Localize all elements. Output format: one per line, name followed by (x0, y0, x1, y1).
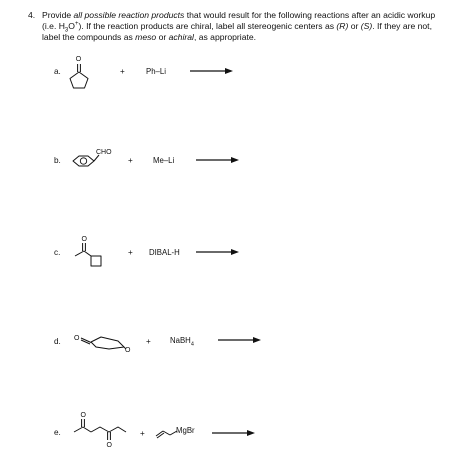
reaction-c-arrow (196, 248, 240, 256)
reagent-dibal-h: DIBAL-H (149, 248, 180, 257)
reaction-e-label: e. (54, 428, 61, 437)
dione-oxygen-right-label: O (125, 347, 131, 354)
ketone-oxygen-label: O (81, 236, 87, 243)
benzaldehyde-structure (70, 146, 112, 174)
reaction-b-arrow (196, 156, 240, 164)
reaction-c-label: c. (54, 248, 61, 257)
dione-oxygen-left-label: O (74, 335, 80, 342)
reaction-d-label: d. (54, 337, 61, 346)
carbonyl-oxygen-label: O (75, 56, 82, 63)
reagent-grignard: MgBr (176, 426, 195, 435)
cyclohexanedione-chair-structure (70, 328, 136, 354)
reaction-b-label: b. (54, 156, 61, 165)
reaction-d-plus: + (146, 337, 151, 346)
aldehyde-label: CHO (96, 149, 112, 156)
reaction-a-arrow (190, 67, 234, 75)
question-number: 4. (28, 10, 36, 20)
diketone-structure (72, 412, 132, 454)
reaction-a-plus: + (120, 67, 125, 76)
reagent-methyllithium: Me–Li (153, 156, 175, 165)
reaction-e-plus: + (140, 429, 145, 438)
reaction-d-arrow (218, 336, 262, 344)
question-text: Provide all possible reaction products that would result for the following reactions after an acidic workup (i.e. $H_3O^+$). If the reaction products are chiral, label all stereogenic centers as (R) or (S). If they are not, label the compounds as meso or achiral, as appropriate. (42, 10, 436, 43)
cyclopentanone-structure (64, 52, 94, 92)
question-4 (28, 10, 448, 44)
diketone-oxygen-bottom-label: O (106, 442, 112, 449)
reagent-sodium-borohydride: NaBH$_4$ (170, 336, 194, 348)
reaction-b-plus: + (128, 156, 133, 165)
reaction-e-arrow (212, 429, 256, 437)
diketone-oxygen-top-label: O (80, 412, 86, 419)
reaction-c-plus: + (128, 248, 133, 257)
reaction-a-label: a. (54, 67, 61, 76)
cyclobutyl-methyl-ketone-structure (72, 234, 112, 270)
reagent-phenyllithium: Ph–Li (146, 67, 166, 76)
